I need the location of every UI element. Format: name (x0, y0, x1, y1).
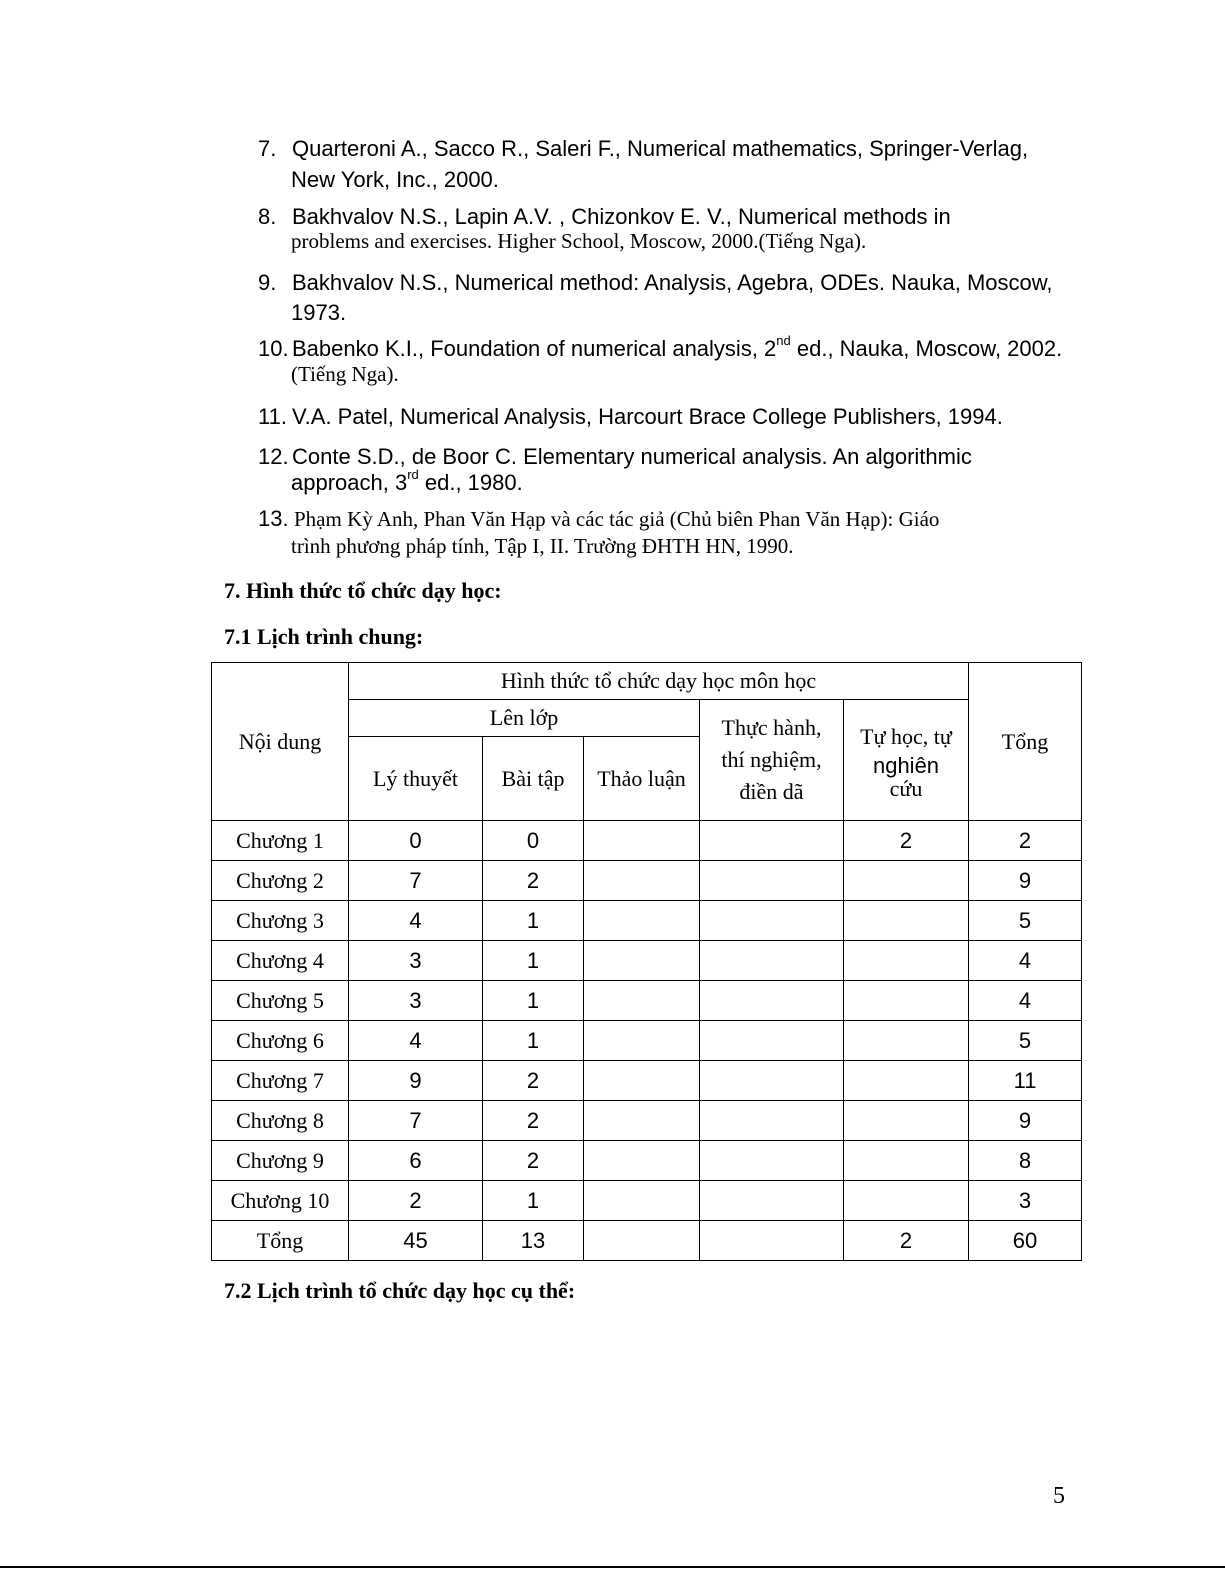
discussion-cell (584, 821, 700, 861)
table-row (212, 861, 1082, 901)
total-cell: 4 (969, 981, 1082, 1021)
exercises-cell: 2 (483, 1061, 584, 1101)
chapter-cell: Chương 9 (212, 1141, 349, 1181)
header-exercises: Bài tập (483, 737, 584, 821)
reference-number: 9. (258, 270, 277, 295)
theory-cell: 3 (349, 981, 483, 1021)
reference-number: 11. (258, 404, 287, 429)
theory-cell: 45 (349, 1221, 483, 1261)
self-study-cell (844, 1141, 969, 1181)
practice-cell (700, 861, 844, 901)
theory-cell: 7 (349, 1101, 483, 1141)
table-total-row (212, 1221, 1082, 1261)
theory-cell: 0 (349, 821, 483, 861)
practice-cell (700, 1101, 844, 1141)
chapter-cell: Chương 3 (212, 901, 349, 941)
chapter-cell: Chương 7 (212, 1061, 349, 1101)
table-row (212, 1181, 1082, 1221)
header-total: Tổng (969, 663, 1082, 821)
reference-text: problems and exercises. Higher School, Moscow, 2000.(Tiếng Nga). (291, 229, 867, 253)
header-theory: Lý thuyết (349, 737, 483, 821)
discussion-cell (584, 1021, 700, 1061)
total-cell: 3 (969, 1181, 1082, 1221)
table-row (212, 901, 1082, 941)
self-study-cell (844, 901, 969, 941)
reference-text: Quarteroni A., Sacco R., Saleri F., Numerical mathematics, Springer-Verlag, (292, 136, 1029, 161)
exercises-cell: 1 (483, 1021, 584, 1061)
chapter-cell: Chương 4 (212, 941, 349, 981)
total-cell: 8 (969, 1141, 1082, 1181)
exercises-cell: 1 (483, 1181, 584, 1221)
practice-cell (700, 1021, 844, 1061)
discussion-cell (584, 1221, 700, 1261)
exercises-cell: 13 (483, 1221, 584, 1261)
theory-cell: 9 (349, 1061, 483, 1101)
table-row (212, 1061, 1082, 1101)
total-cell: 4 (969, 941, 1082, 981)
total-cell: 5 (969, 901, 1082, 941)
theory-cell: 3 (349, 941, 483, 981)
theory-cell: 6 (349, 1141, 483, 1181)
chapter-cell: Chương 8 (212, 1101, 349, 1141)
reference-text: Babenko K.I., Foundation of numerical analysis, 2nd ed., Nauka, Moscow, 2002. (292, 332, 1063, 361)
self-study-cell (844, 981, 969, 1021)
reference-text: Bakhvalov N.S., Lapin A.V. , Chizonkov E. V., Numerical methods in (292, 204, 951, 229)
discussion-cell (584, 901, 700, 941)
chapter-cell: Chương 6 (212, 1021, 349, 1061)
self-study-cell (844, 1021, 969, 1061)
practice-cell (700, 901, 844, 941)
reference-text: approach, 3rd ed., 1980. (291, 466, 523, 495)
reference-number: 13. (258, 506, 289, 531)
table-row (212, 821, 1082, 861)
discussion-cell (584, 1181, 700, 1221)
exercises-cell: 1 (483, 901, 584, 941)
header-lecture-group: Lên lớp (349, 700, 700, 737)
self-study-cell (844, 941, 969, 981)
self-study-cell (844, 1101, 969, 1141)
total-cell: 60 (969, 1221, 1082, 1261)
self-study-cell (844, 1061, 969, 1101)
exercises-cell: 2 (483, 1141, 584, 1181)
self-study-cell (844, 861, 969, 901)
practice-cell (700, 941, 844, 981)
exercises-cell: 2 (483, 1101, 584, 1141)
self-study-cell: 2 (844, 821, 969, 861)
chapter-cell: Chương 1 (212, 821, 349, 861)
table-row (212, 1141, 1082, 1181)
schedule-table (211, 662, 1082, 1261)
exercises-cell: 0 (483, 821, 584, 861)
subsection-heading: 7.1 Lịch trình chung: (224, 624, 424, 649)
page-bottom-rule (0, 1566, 1225, 1568)
chapter-cell: Chương 5 (212, 981, 349, 1021)
header-self-study: Tự học, tự nghiên cứu (844, 700, 969, 821)
discussion-cell (584, 1061, 700, 1101)
header-content: Nội dung (212, 663, 349, 821)
chapter-cell: Tổng (212, 1221, 349, 1261)
reference-number: 10. (258, 336, 289, 361)
chapter-cell: Chương 2 (212, 861, 349, 901)
table-row (212, 1101, 1082, 1141)
theory-cell: 4 (349, 1021, 483, 1061)
table-row (212, 1021, 1082, 1061)
table-row (212, 981, 1082, 1021)
reference-number: 12. (258, 444, 289, 469)
total-cell: 5 (969, 1021, 1082, 1061)
practice-cell (700, 821, 844, 861)
reference-text: Bakhvalov N.S., Numerical method: Analysis, Agebra, ODEs. Nauka, Moscow, (292, 270, 1053, 295)
page-number: 5 (1053, 1483, 1065, 1509)
exercises-cell: 2 (483, 861, 584, 901)
reference-text: trình phương pháp tính, Tập I, II. Trường ĐHTH HN, 1990. (291, 534, 794, 558)
section-heading: 7. Hình thức tổ chức dạy học: (224, 578, 502, 603)
discussion-cell (584, 1101, 700, 1141)
total-cell: 9 (969, 1101, 1082, 1141)
practice-cell (700, 1181, 844, 1221)
discussion-cell (584, 861, 700, 901)
theory-cell: 4 (349, 901, 483, 941)
total-cell: 9 (969, 861, 1082, 901)
total-cell: 11 (969, 1061, 1082, 1101)
table-row (212, 941, 1082, 981)
discussion-cell (584, 1141, 700, 1181)
reference-text: New York, Inc., 2000. (291, 167, 499, 192)
chapter-cell: Chương 10 (212, 1181, 349, 1221)
exercises-cell: 1 (483, 981, 584, 1021)
practice-cell (700, 981, 844, 1021)
subsection-heading: 7.2 Lịch trình tổ chức dạy học cụ thể: (224, 1278, 576, 1303)
reference-text: V.A. Patel, Numerical Analysis, Harcourt Brace College Publishers, 1994. (292, 404, 1003, 429)
header-practice: Thực hành, thí nghiệm, điền dã (700, 700, 844, 821)
reference-text: Phạm Kỳ Anh, Phan Văn Hạp và các tác giả (Chủ biên Phan Văn Hạp): Giáo (294, 507, 940, 531)
table-header-row (212, 663, 1082, 700)
total-cell: 2 (969, 821, 1082, 861)
self-study-cell (844, 1181, 969, 1221)
practice-cell (700, 1141, 844, 1181)
reference-number: 7. (258, 136, 277, 161)
reference-text: 1973. (291, 300, 347, 325)
theory-cell: 7 (349, 861, 483, 901)
reference-text: (Tiếng Nga). (291, 362, 399, 386)
exercises-cell: 1 (483, 941, 584, 981)
practice-cell (700, 1221, 844, 1261)
discussion-cell (584, 941, 700, 981)
discussion-cell (584, 981, 700, 1021)
reference-text: Conte S.D., de Boor C. Elementary numerical analysis. An algorithmic (292, 444, 972, 469)
practice-cell (700, 1061, 844, 1101)
header-discussion: Thảo luận (584, 737, 700, 821)
reference-number: 8. (258, 204, 277, 229)
theory-cell: 2 (349, 1181, 483, 1221)
header-group: Hình thức tổ chức dạy học môn học (349, 663, 969, 700)
self-study-cell: 2 (844, 1221, 969, 1261)
